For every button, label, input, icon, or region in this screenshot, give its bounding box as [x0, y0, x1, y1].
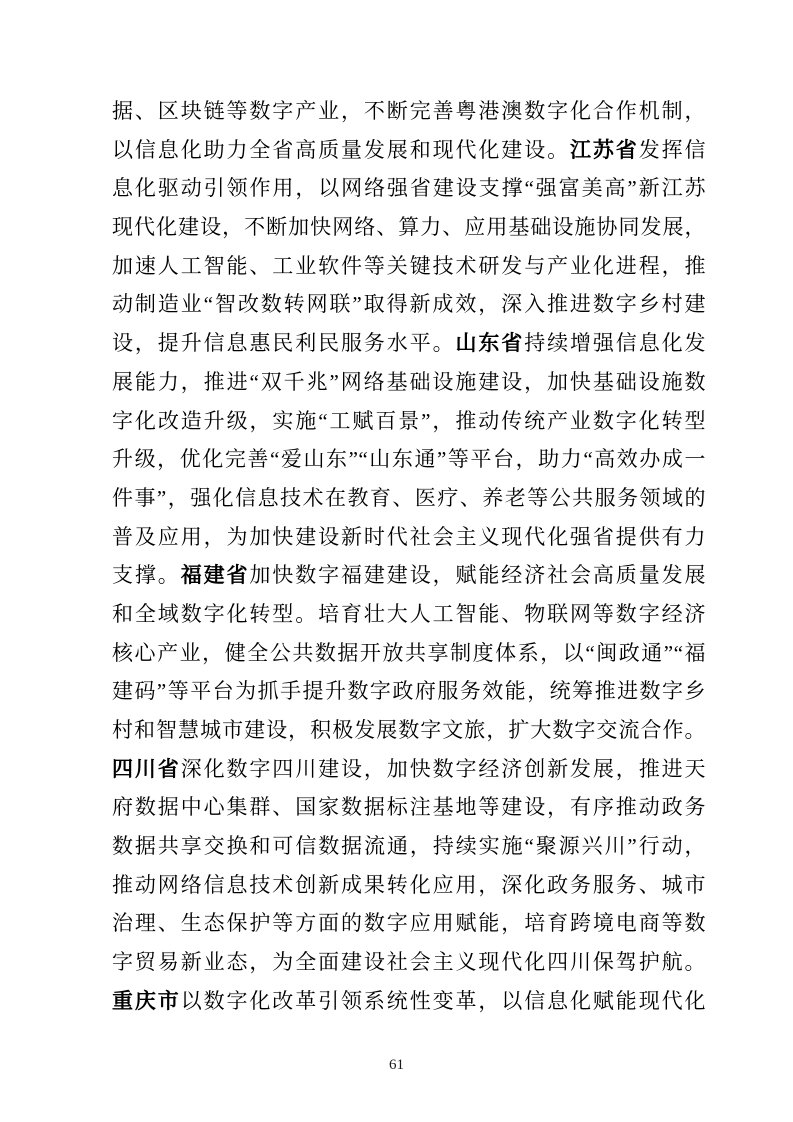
text-line — [112, 208, 706, 247]
text-line — [112, 402, 706, 441]
text-line — [112, 943, 706, 982]
text-segment: 件事”，强化信息技术在教育、医疗、养老等公共服务领域的 — [112, 485, 706, 510]
province-name-bold: 福建省 — [180, 563, 250, 588]
province-name-bold: 重庆市 — [112, 988, 181, 1013]
text-segment: 村和智慧城市建设，积极发展数字文旅，扩大数字交流合作。 — [112, 718, 706, 742]
text-segment: 治理、生态保护等方面的数字应用赋能，培育跨境电商等数 — [112, 911, 706, 936]
text-segment: 持续增强信息化发 — [524, 331, 706, 356]
page-number: 61 — [389, 1057, 404, 1073]
text-segment: 府数据中心集群、国家数据标注基地等建设，有序推动政务 — [112, 795, 706, 820]
text-segment: 支撑。 — [112, 563, 181, 588]
text-segment: 设，提升信息惠民利民服务水平。 — [112, 331, 456, 356]
text-line — [112, 904, 706, 943]
text-line — [112, 285, 706, 324]
text-line — [112, 169, 706, 208]
text-segment: 建码”等平台为抓手提升数字政府服务效能，统筹推进数字乡 — [112, 679, 706, 704]
text-segment: 加速人工智能、工业软件等关键技术研发与产业化进程，推 — [112, 253, 706, 278]
province-name-bold: 四川省 — [112, 756, 181, 781]
text-segment: 和全域数字化转型。培育壮大人工智能、物联网等数字经济 — [112, 601, 706, 626]
text-segment: 据、区块链等数字产业，不断完善粤港澳数字化合作机制， — [112, 99, 706, 123]
text-segment: 字贸易新业态，为全面建设社会主义现代化四川保驾护航。 — [112, 950, 706, 975]
text-segment: 现代化建设，不断加快网络、算力、应用基础设施协同发展， — [112, 215, 706, 240]
text-line — [112, 363, 706, 402]
text-segment: 以信息化助力全省高质量发展和现代化建设。 — [112, 137, 570, 162]
text-line — [112, 479, 706, 518]
text-line — [112, 440, 706, 479]
text-segment: 深化数字四川建设，加快数字经济创新发展，推进天 — [180, 756, 706, 781]
text-line — [112, 634, 706, 673]
province-name-bold: 山东省 — [455, 331, 525, 356]
text-segment: 展能力，推进“双千兆”网络基础设施建设，加快基础设施数 — [112, 369, 706, 394]
text-segment: 以数字化改革引领系统性变革，以信息化赋能现代化 — [180, 988, 706, 1013]
province-name-bold: 江苏省 — [570, 137, 639, 162]
text-segment: 动制造业“智改数转网联”取得新成效，深入推进数字乡村建 — [112, 292, 706, 317]
text-segment: 息化驱动引领作用，以网络强省建设支撑“强富美高”新江苏 — [112, 176, 706, 201]
text-segment: 加快数字福建建设，赋能经济社会高质量发展 — [249, 563, 706, 588]
text-line — [112, 788, 706, 827]
text-line — [112, 556, 706, 595]
text-segment: 发挥信 — [638, 137, 706, 162]
text-segment: 核心产业，健全公共数据开放共享制度体系，以“闽政通”“福 — [112, 640, 706, 665]
text-line — [112, 247, 706, 286]
text-line — [112, 131, 706, 170]
text-line — [112, 982, 706, 1021]
text-line — [112, 711, 706, 750]
text-segment: 普及应用，为加快建设新时代社会主义现代化强省提供有力 — [112, 524, 706, 549]
page-footer — [0, 1056, 793, 1074]
text-line — [112, 866, 706, 905]
text-segment: 字化改造升级，实施“工赋百景”，推动传统产业数字化转型 — [112, 408, 706, 433]
text-line — [112, 827, 706, 866]
text-line — [112, 324, 706, 363]
text-line — [112, 595, 706, 634]
text-line — [112, 92, 706, 131]
text-line — [112, 518, 706, 557]
text-line — [112, 750, 706, 789]
text-segment: 推动网络信息技术创新成果转化应用，深化政务服务、城市 — [112, 872, 706, 897]
body-text — [112, 92, 706, 1021]
text-line — [112, 672, 706, 711]
text-segment: 升级，优化完善“爱山东”“山东通”等平台，助力“高效办成一 — [112, 447, 706, 472]
text-segment: 数据共享交换和可信数据流通，持续实施“聚源兴川”行动， — [112, 834, 706, 859]
